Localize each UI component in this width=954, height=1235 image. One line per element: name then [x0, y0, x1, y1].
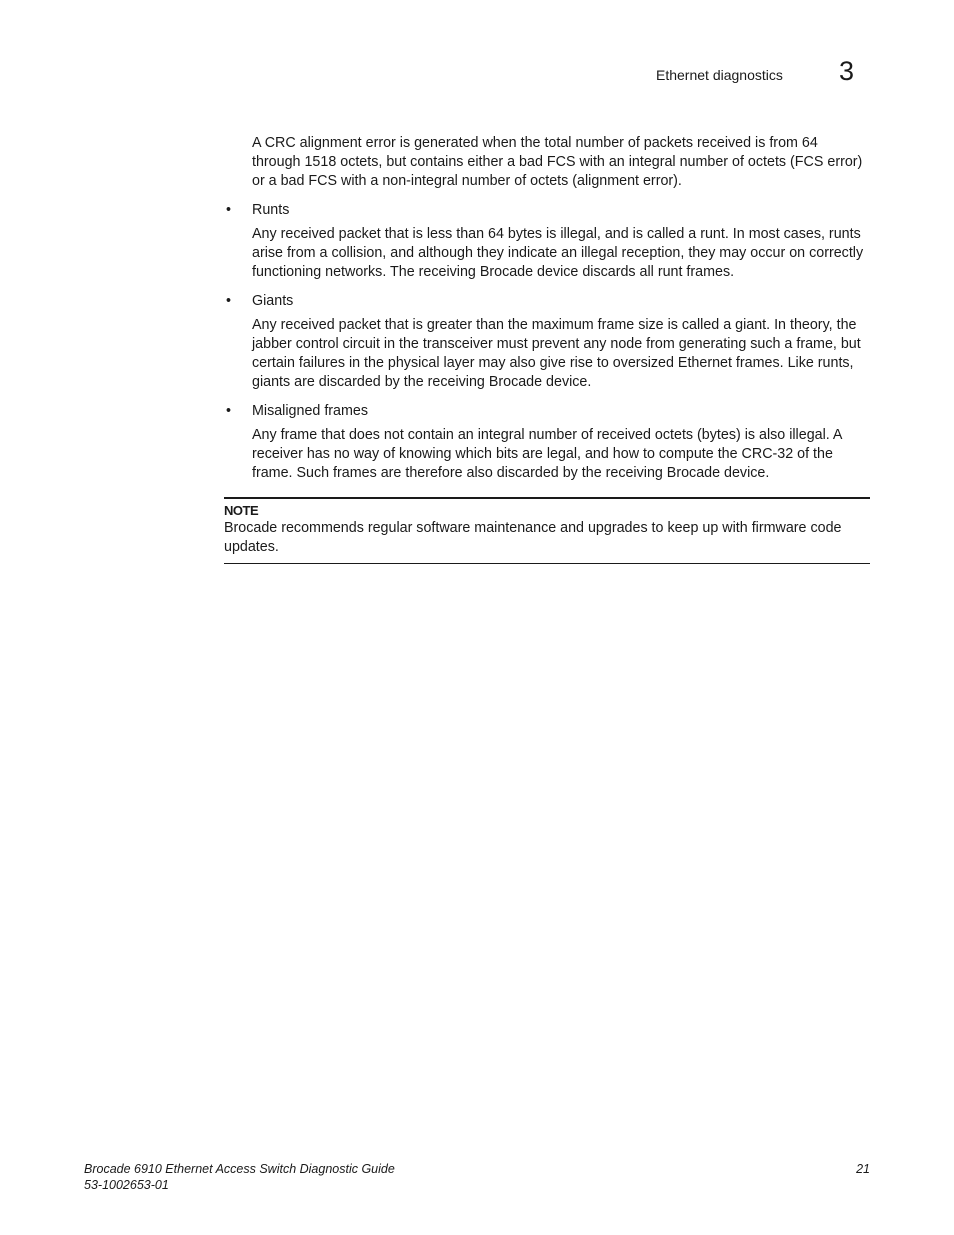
bullet-icon: •	[226, 293, 232, 309]
bullet-title: Misaligned frames	[252, 403, 369, 419]
intro-paragraph: A CRC alignment error is generated when the total number of packets received is from 64 through 1518 octets, but contains either a bad FCS with an integral number of octets (FCS error) or a bad FCS with a non-integral number of octets (alignment error).	[252, 135, 863, 189]
bullet-body: Any received packet that is greater than the maximum frame size is called a giant. In theory, the jabber control circuit in the transceiver must prevent any node from generating such a frame, but certain failures in the physical layer may also give rise to oversized Ethernet frames. Like runts, giants are discarded by the receiving Brocade device.	[252, 317, 861, 390]
bullet-body: Any received packet that is less than 64 bytes is illegal, and is called a runt. In most cases, runts arise from a collision, and although they indicate an illegal reception, they may occur on correctly functioning networks. The receiving Brocade device discards all runt frames.	[252, 226, 864, 280]
main-content	[224, 134, 870, 564]
bullet-icon: •	[226, 202, 232, 218]
running-header	[600, 58, 870, 92]
footer-document-title: Brocade 6910 Ethernet Access Switch Diagnostic Guide	[84, 1162, 395, 1176]
bullet-title: Runts	[252, 202, 290, 218]
section-title: Ethernet diagnostics	[656, 67, 783, 83]
chapter-number: 3	[839, 56, 855, 86]
note-box	[224, 497, 870, 564]
bullet-title: Giants	[252, 293, 294, 309]
bullet-item-runts	[224, 201, 870, 282]
bullet-item-giants	[224, 292, 870, 392]
footer-document-number: 53-1002653-01	[84, 1178, 169, 1192]
bullet-item-misaligned-frames	[224, 402, 870, 483]
bullet-heading-runts	[224, 201, 870, 220]
bullet-heading-misaligned-frames	[224, 402, 870, 421]
note-text: Brocade recommends regular software maintenance and upgrades to keep up with firmware code updates.	[224, 520, 842, 555]
bullet-heading-giants	[224, 292, 870, 311]
bullet-icon: •	[226, 403, 232, 419]
page-footer	[84, 1161, 870, 1193]
note-label: NOTE	[224, 503, 259, 518]
footer-page-number: 21	[856, 1162, 870, 1176]
bullet-body: Any frame that does not contain an integral number of received octets (bytes) is also illegal. A receiver has no way of knowing which bits are legal, and how to compute the CRC-32 of the frame. Such frames are therefore also discarded by the receiving Brocade device.	[252, 427, 842, 481]
